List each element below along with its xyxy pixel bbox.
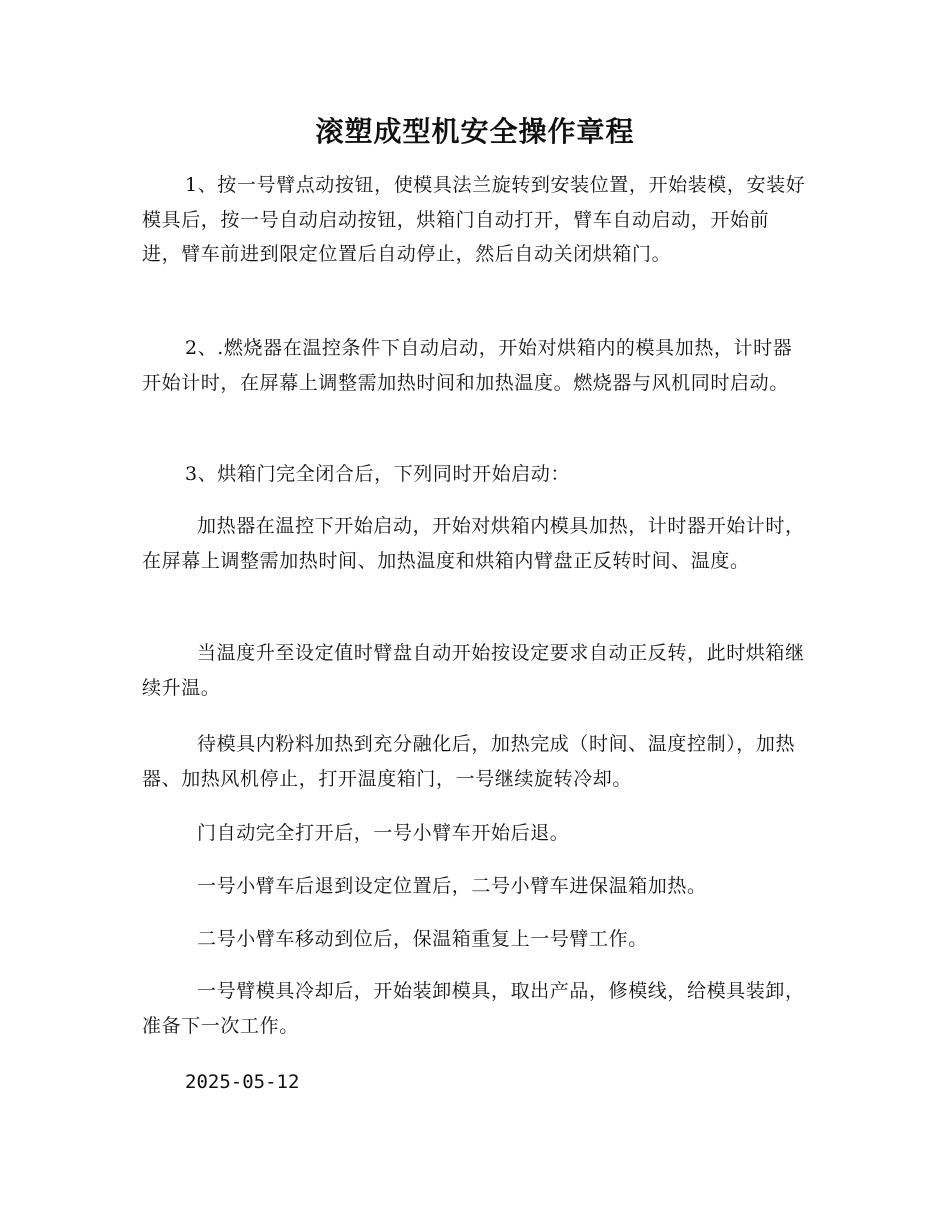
document-title: 滚塑成型机安全操作章程 (315, 115, 635, 148)
paragraph-temperature-rise: 当温度升至设定值时臂盘自动开始按设定要求自动正反转，此时烘箱继续升温。 (142, 642, 805, 699)
paragraph-step-2: 2、.燃烧器在温控条件下自动启动，开始对烘箱内的模具加热，计时器开始计时，在屏幕上调整需加热时间和加热温度。燃烧器与风机同时启动。 (142, 337, 793, 394)
paragraph-mold-unload: 一号臂模具冷却后，开始装卸模具，取出产品，修模线，给模具装卸，准备下一次工作。 (142, 980, 805, 1037)
paragraph-step-3: 3、烘箱门完全闭合后，下列同时开始启动： (185, 463, 571, 485)
paragraph-step-1: 1、按一号臂点动按钮，使模具法兰旋转到安装位置，开始装模，安装好模具后，按一号自动启动按钮，烘箱门自动打开，臂车自动启动，开始前进，臂车前进到限定位置后自动停止，然后自动关闭烘箱门。 (142, 174, 806, 265)
document-date: 2025-05-12 (185, 1071, 300, 1093)
paragraph-door-open: 门自动完全打开后，一号小臂车开始后退。 (197, 822, 570, 844)
paragraph-heater-start: 加热器在温控下开始启动，开始对烘箱内模具加热，计时器开始计时，在屏幕上调整需加热时间、加热温度和烘箱内臂盘正反转时间、温度。 (142, 515, 805, 572)
paragraph-arm1-retreat: 一号小臂车后退到设定位置后，二号小臂车进保温箱加热。 (197, 875, 707, 897)
paragraph-heating-complete: 待模具内粉料加热到充分融化后，加热完成（时间、温度控制），加热器、加热风机停止，打开温度箱门，一号继续旋转冷却。 (142, 733, 796, 790)
paragraph-arm2-move: 二号小臂车移动到位后，保温箱重复上一号臂工作。 (197, 928, 648, 950)
